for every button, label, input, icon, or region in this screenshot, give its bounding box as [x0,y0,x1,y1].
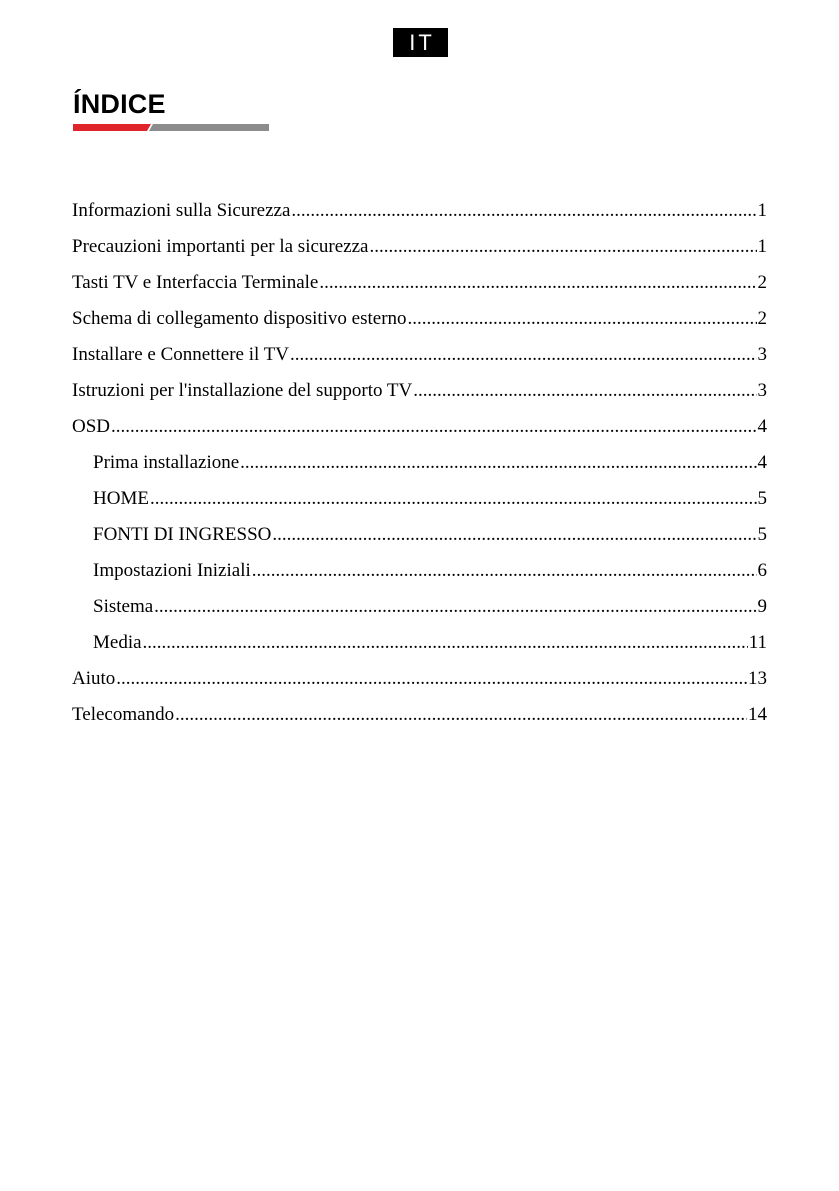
toc-entry-label: Istruzioni per l'installazione del supporto TV [72,380,413,401]
toc-dot-leader [290,337,756,373]
toc-entry[interactable] [72,481,767,517]
toc-entry[interactable] [72,373,767,409]
toc-entry[interactable] [72,193,767,229]
toc-entry[interactable] [72,661,767,697]
toc-entry-label: OSD [72,416,111,437]
toc-entry-page-number: 2 [757,308,767,329]
toc-entry-page-number: 13 [748,668,767,689]
toc-entry[interactable] [72,301,767,337]
toc-dot-leader [116,661,747,697]
toc-entry[interactable] [72,589,767,625]
toc-entry-label: Schema di collegamento dispositivo esterno [72,308,407,329]
title-underline-gray-segment [149,124,269,131]
toc-dot-leader [154,589,756,625]
toc-entry-page-number: 14 [748,704,767,725]
toc-dot-leader [175,697,747,733]
toc-dot-leader [240,445,756,481]
title-underline [73,124,269,131]
toc-entry-label: Telecomando [72,704,175,725]
toc-entry[interactable] [72,445,767,481]
toc-entry-label: Installare e Connettere il TV [72,344,290,365]
toc-entry-label: Media [93,632,142,653]
toc-entry[interactable] [72,337,767,373]
language-badge: IT [393,28,448,57]
toc-entry-page-number: 9 [757,596,767,617]
toc-entry-label: FONTI DI INGRESSO [93,524,272,545]
toc-entry[interactable] [72,517,767,553]
toc-entry[interactable] [72,265,767,301]
toc-entry-label: Tasti TV e Interfaccia Terminale [72,272,319,293]
toc-entry-label: Sistema [93,596,154,617]
toc-dot-leader [143,625,748,661]
toc-entry-label: Prima installazione [93,452,240,473]
toc-entry-label: Impostazioni Iniziali [93,560,251,581]
toc-entry-page-number: 3 [757,380,767,401]
toc-dot-leader [319,265,756,301]
toc-entry[interactable] [72,697,767,733]
page-title: ÍNDICE [73,89,166,119]
title-underline-graphic [73,124,269,131]
toc-dot-leader [408,301,757,337]
toc-entry[interactable] [72,625,767,661]
toc-entry-page-number: 1 [757,200,767,221]
toc-entry-page-number: 2 [757,272,767,293]
title-underline-red-segment [73,124,151,131]
toc-entry-page-number: 4 [757,416,767,437]
toc-entry-label: HOME [93,488,149,509]
toc-entry-page-number: 3 [757,344,767,365]
toc-dot-leader [413,373,756,409]
toc-entry[interactable] [72,229,767,265]
toc-entry-label: Precauzioni importanti per la sicurezza [72,236,369,257]
toc-entry-label: Informazioni sulla Sicurezza [72,200,291,221]
toc-dot-leader [150,481,757,517]
table-of-contents [72,193,767,733]
toc-entry[interactable] [72,409,767,445]
toc-entry-page-number: 6 [757,560,767,581]
toc-entry-page-number: 4 [757,452,767,473]
toc-dot-leader [252,553,757,589]
toc-entry-page-number: 5 [757,524,767,545]
toc-dot-leader [111,409,756,445]
toc-dot-leader [272,517,756,553]
toc-entry-page-number: 5 [757,488,767,509]
toc-dot-leader [369,229,756,265]
toc-entry-label: Aiuto [72,668,116,689]
toc-dot-leader [291,193,756,229]
toc-entry[interactable] [72,553,767,589]
toc-entry-page-number: 11 [748,632,767,653]
toc-entry-page-number: 1 [757,236,767,257]
